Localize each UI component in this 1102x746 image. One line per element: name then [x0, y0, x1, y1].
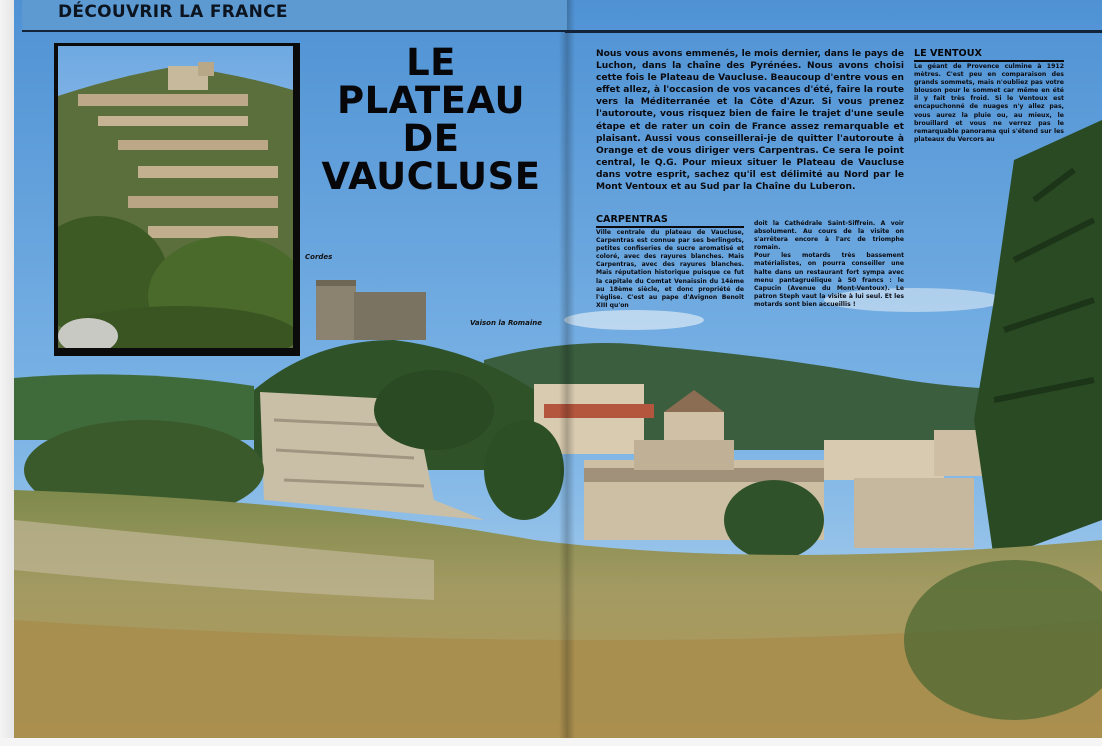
carpentras-paragraph: Pour les motards très bassement matérialistes, on pourra conseiller une halte dans un restaurant fort sympa avec menu pantagruélique à 50 francs : le Capucin (Avenue du Mont-Ventoux). Le patron Steph vaut la visite à lui seul. Et les motards sont bien accueillis ! [754, 252, 904, 308]
page-gutter [559, 0, 575, 738]
carpentras-column-2 [754, 220, 904, 309]
carpentras-heading: CARPENTRAS [596, 214, 668, 225]
page-title [312, 41, 550, 198]
page-edge-left [0, 0, 14, 746]
carpentras-paragraph: doit la Cathédrale Saint-Siffrein. A voir absolument. Au cours de la visite on s'arrêtera encore à l'arc de triomphe romain. [754, 220, 904, 252]
sidebar-body: Le géant de Provence culmine à 1912 mètres. C'est peu en comparaison des grands sommets, mais n'oubliez pas votre blouson pour le sommet car même en été il y fait très froid. Si le Ventoux est encapuchonné de nuages n'y allez pas, vous aurez la pluie ou, au mieux, le brouillard et vous ne verrez pas le remarquable panorama qui s'étend sur les plateaux du Vercors au [914, 63, 1064, 143]
photo-caption: Vaison la Romaine [470, 319, 542, 327]
sidebar-heading: LE VENTOUX [914, 48, 982, 59]
inset-caption: Cordes [305, 253, 333, 261]
sidebar-rule [914, 60, 1064, 62]
section-header: DÉCOUVRIR LA FRANCE [58, 2, 288, 22]
carpentras-column-1: Ville centrale du plateau de Vaucluse, Carpentras est connue par ses berlingots, petites confiseries de sucre aromatisé et coloré, avec des rayures blanches. Mais Carpentras, avec des rayures blanches. Mais réputation historique puisque ce fut la capitale du Comtat Venaissin du 14ème au 18ème siècle, et donc propriété de l'église. C'est au pape d'Avignon Benoît XIII qu'on [596, 229, 744, 309]
intro-paragraph: Nous vous avons emmenés, le mois dernier, dans le pays de Luchon, dans la chaîne des Pyrénées. Nous avons choisi cette fois le Plateau de Vaucluse. Beaucoup d'entre vous en effet allez, à l'occasion de vos vacances d'été, faire la route vers la Méditerranée et la Côte d'Azur. Si vous prenez l'autoroute, vous risquez bien de faire le trajet d'une seule étape et de rater un coin de France assez remarquable et plaisant. Aussi vous conseillerai-je de quitter l'autoroute à Orange et de vous diriger vers Carpentras. Ce sera le point central, le Q.G. Pour mieux situer le Plateau de Vaucluse dans votre esprit, sachez qu'il est délimité au Nord par le Mont Ventoux et au Sud par la Chaîne du Luberon. [596, 49, 904, 193]
title-line: VAUCLUSE [321, 155, 541, 198]
title-line: PLATEAU [336, 79, 525, 122]
title-line: DE [402, 117, 460, 160]
inset-photo-cordes [58, 46, 293, 348]
header-rule-right [565, 30, 1102, 33]
carpentras-rule [596, 226, 744, 228]
page-edge-bottom [0, 738, 1102, 746]
title-line: LE [406, 41, 456, 84]
